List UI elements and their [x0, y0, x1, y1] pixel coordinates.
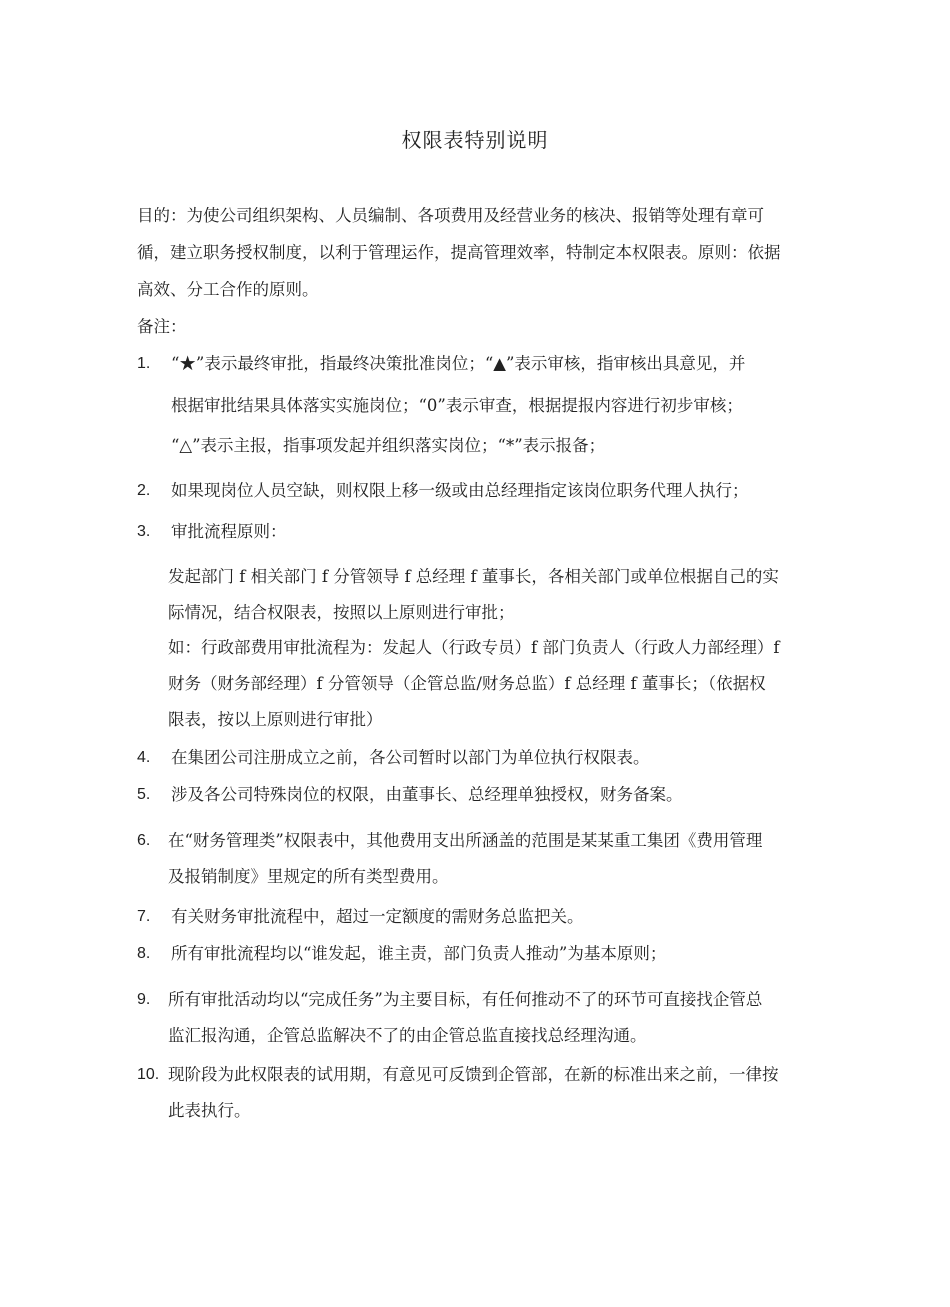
item-subtext: 财务（财务部经理）f 分管领导（企管总监/财务总监）f 总经理 f 董事长；（依据权 — [168, 674, 766, 693]
item-subtext: 限表，按以上原则进行审批） — [168, 710, 383, 729]
item-text: 有关财务审批流程中，超过一定额度的需财务总监把关。 — [171, 907, 584, 926]
item-text: 在集团公司注册成立之前，各公司暂时以部门为单位执行权限表。 — [171, 748, 650, 767]
item-text: 根据审批结果具体落实实施岗位；“0”表示审查，根据提报内容进行初步审核； — [171, 396, 743, 415]
item-text: 在“财务管理类”权限表中，其他费用支出所涵盖的范围是某某重工集团《费用管理 — [168, 831, 763, 850]
item-subtext: 际情况，结合权限表，按照以上原则进行审批； — [168, 603, 515, 622]
item-text: “★”表示最终审批，指最终决策批准岗位；“▲”表示审核，指审核出具意见，并 — [171, 354, 746, 373]
item-number: 6. — [137, 832, 151, 849]
item-text: 所有审批流程均以“谁发起，谁主责，部门负责人推动”为基本原则； — [171, 944, 667, 963]
item-number: 8. — [137, 945, 151, 962]
remark-label: 备注： — [137, 317, 187, 336]
page-title: 权限表特别说明 — [401, 128, 549, 152]
item-number: 7. — [137, 908, 151, 925]
item-number: 2. — [137, 482, 151, 499]
item-text: “△”表示主报，指事项发起并组织落实岗位；“*”表示报备； — [171, 436, 606, 455]
item-text: 涉及各公司特殊岗位的权限，由董事长、总经理单独授权，财务备案。 — [171, 785, 683, 804]
item-text: 审批流程原则： — [171, 522, 287, 541]
item-number: 9. — [137, 991, 151, 1008]
item-number: 4. — [137, 749, 151, 766]
item-text: 监汇报沟通，企管总监解决不了的由企管总监直接找总经理沟通。 — [168, 1026, 647, 1045]
purpose-line-3: 高效、分工合作的原则。 — [137, 280, 319, 299]
item-text: 如果现岗位人员空缺，则权限上移一级或由总经理指定该岗位职务代理人执行； — [171, 481, 749, 500]
purpose-line-1: 目的：为使公司组织架构、人员编制、各项费用及经营业务的核决、报销等处理有章可 — [137, 206, 764, 225]
item-subtext: 如：行政部费用审批流程为：发起人（行政专员）f 部门负责人（行政人力部经理）f — [168, 638, 780, 657]
item-subtext: 发起部门 f 相关部门 f 分管领导 f 总经理 f 董事长，各相关部门或单位根据自己的实 — [168, 567, 779, 586]
item-number: 5. — [137, 786, 151, 803]
purpose-line-2: 循，建立职务授权制度，以利于管理运作，提高管理效率，特制定本权限表。原则：依据 — [137, 243, 781, 262]
item-number: 10. — [137, 1066, 160, 1083]
item-number: 1. — [137, 355, 151, 372]
item-number: 3. — [137, 523, 151, 540]
item-text: 此表执行。 — [168, 1101, 251, 1120]
item-text: 及报销制度》里规定的所有类型费用。 — [168, 867, 449, 886]
item-text: 现阶段为此权限表的试用期，有意见可反馈到企管部，在新的标准出来之前，一律按 — [168, 1065, 779, 1084]
item-text: 所有审批活动均以“完成任务”为主要目标，有任何推动不了的环节可直接找企管总 — [168, 990, 763, 1009]
